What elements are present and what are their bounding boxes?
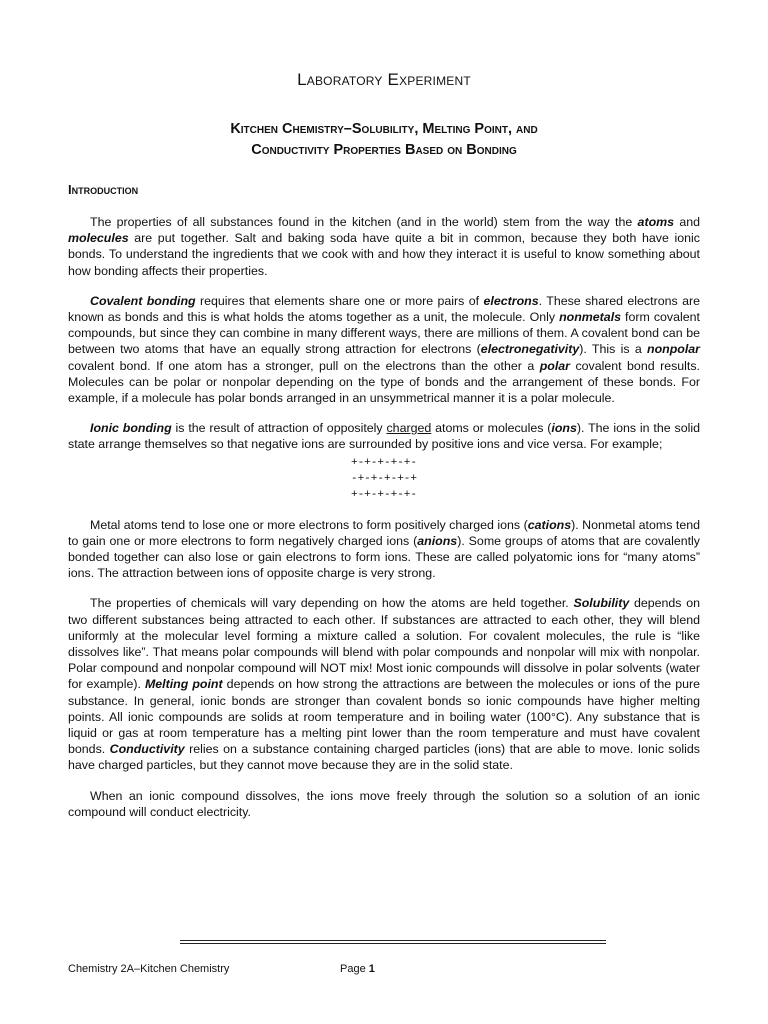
lattice-row: -+-+-+-+-+ (350, 472, 417, 485)
term-covalent-bonding: Covalent bonding (90, 293, 196, 308)
subtitle-line-1: Kitchen Chemistry–Solubility, Melting Point, and (230, 121, 538, 137)
lattice-row: +-+-+-+-+- (350, 488, 417, 501)
subtitle-line-2: Conductivity Properties Based on Bonding (251, 142, 517, 158)
section-heading: Introduction (68, 182, 139, 197)
page-number: 1 (368, 963, 375, 975)
footer-rule-bottom (180, 943, 606, 944)
text: The properties of all substances found in the kitchen (and in the world) stem from the way the (90, 215, 638, 229)
term-ionic-bonding: Ionic bonding (90, 421, 172, 436)
term-atoms: atoms (637, 215, 675, 229)
term-solubility: Solubility (573, 596, 630, 611)
text: relies on a substance containing charged particles (ions) that are able to move. Ionic solids have charged particles, but they cannot move because they are in the solid state. (68, 742, 700, 773)
paragraph-solution: When an ionic compound dissolves, the ions move freely through the solution so a solution of an ionic compound will conduct electricity. (68, 788, 700, 819)
term-polar: polar (539, 358, 570, 373)
term-electronegativity: electronegativity (480, 342, 580, 357)
footer-rule-top (180, 940, 606, 941)
term-cations: cations (527, 517, 572, 532)
text: ). This is a (579, 342, 647, 357)
term-nonmetals: nonmetals (559, 310, 622, 325)
text: covalent bond results. Molecules can be polar or nonpolar depending on the type of bonds and the arrangement of these bonds. For example, if a molecule has polar bonds arranged in an unsymmetrical manner it is a polar molecule. (68, 358, 701, 406)
text: The properties of chemicals will vary depending on how the atoms are held together. (90, 596, 574, 611)
text: are put together. Salt and baking soda have quite a bit in common, because they both have ionic bonds. To understand the ingredients that we cook with and how they interact it is useful to know something about how bonding affects their properties. (68, 231, 700, 278)
text: form covalent compounds, but since they can combine in many different ways, there are millions of them. A covalent bond can be between two atoms that have an equally strong attraction for electrons ( (68, 310, 700, 357)
paragraph-ionic (68, 420, 700, 452)
text: depends on how strong the attractions are between the molecules or ions of the pure substance. In general, ionic bonds are stronger than covalent bonds so ionic compounds have higher melting points. All ionic compounds are solids at room temperature and in boiling water (100°C). Any substance that is liquid or gas at room temperature has a melting pint lower than the room temperature and must have covalent bonds. (68, 677, 700, 757)
paragraph-covalent (68, 293, 700, 406)
term-nonpolar: nonpolar (647, 342, 700, 357)
term-ions: ions (551, 421, 577, 436)
ion-lattice-diagram (68, 455, 700, 503)
text: . These shared electrons are known as bonds and this is what holds the atoms together as a unit, the molecule. Only (68, 293, 700, 325)
footer-page-number (340, 963, 375, 975)
paragraph-cations-anions (68, 517, 700, 582)
term-melting-point: Melting point (144, 677, 223, 692)
text: ). Some groups of atoms that are covalently bonded together can also lose or gain electrons to form ions. These are called polyatomic ions for “many atoms” ions. The attraction between ions of opposite charge is very strong. (68, 533, 700, 581)
term-charged: charged (386, 421, 432, 436)
term-molecules: molecules (68, 231, 129, 246)
page-subtitle (0, 119, 768, 161)
paragraph-atoms (68, 214, 700, 279)
text: atoms or molecules ( (431, 421, 552, 436)
lattice-row: +-+-+-+-+- (350, 456, 417, 469)
page-label: Page (340, 963, 369, 975)
document-body (68, 214, 700, 834)
text: and (674, 215, 700, 229)
term-anions: anions (417, 533, 458, 548)
text: Metal atoms tend to lose one or more electrons to form positively charged ions ( (90, 517, 528, 532)
text: ). The ions in the solid state arrange themselves so that negative ions are surrounded by positive ions and vice versa. For example; (68, 421, 700, 452)
text: covalent bond. If one atom has a stronger, pull on the electrons than the other a (68, 358, 540, 373)
page-title: Laboratory Experiment (297, 70, 471, 89)
text: depends on two different substances being attracted to each other. If substances are attracted to each other, they will blend uniformly at the molecular level forming a mixture called a solution. For covalent molecules, the rule is “like dissolves like”. That means polar compounds will blend with polar compounds and nonpolar will mix with nonpolar. Polar compound and nonpolar compound will NOT mix! Most ionic compounds will dissolve in polar solvents (water for example). (68, 596, 700, 692)
paragraph-properties (68, 595, 700, 773)
text: ). Nonmetal atoms tend to gain one or more electrons to form negatively charged ions ( (68, 517, 700, 548)
term-electrons: electrons (483, 293, 539, 308)
text: is the result of attraction of oppositely (171, 421, 387, 436)
footer-course: Chemistry 2A–Kitchen Chemistry (68, 963, 230, 975)
term-conductivity: Conductivity (109, 742, 185, 757)
text: requires that elements share one or more pairs of (195, 293, 484, 308)
